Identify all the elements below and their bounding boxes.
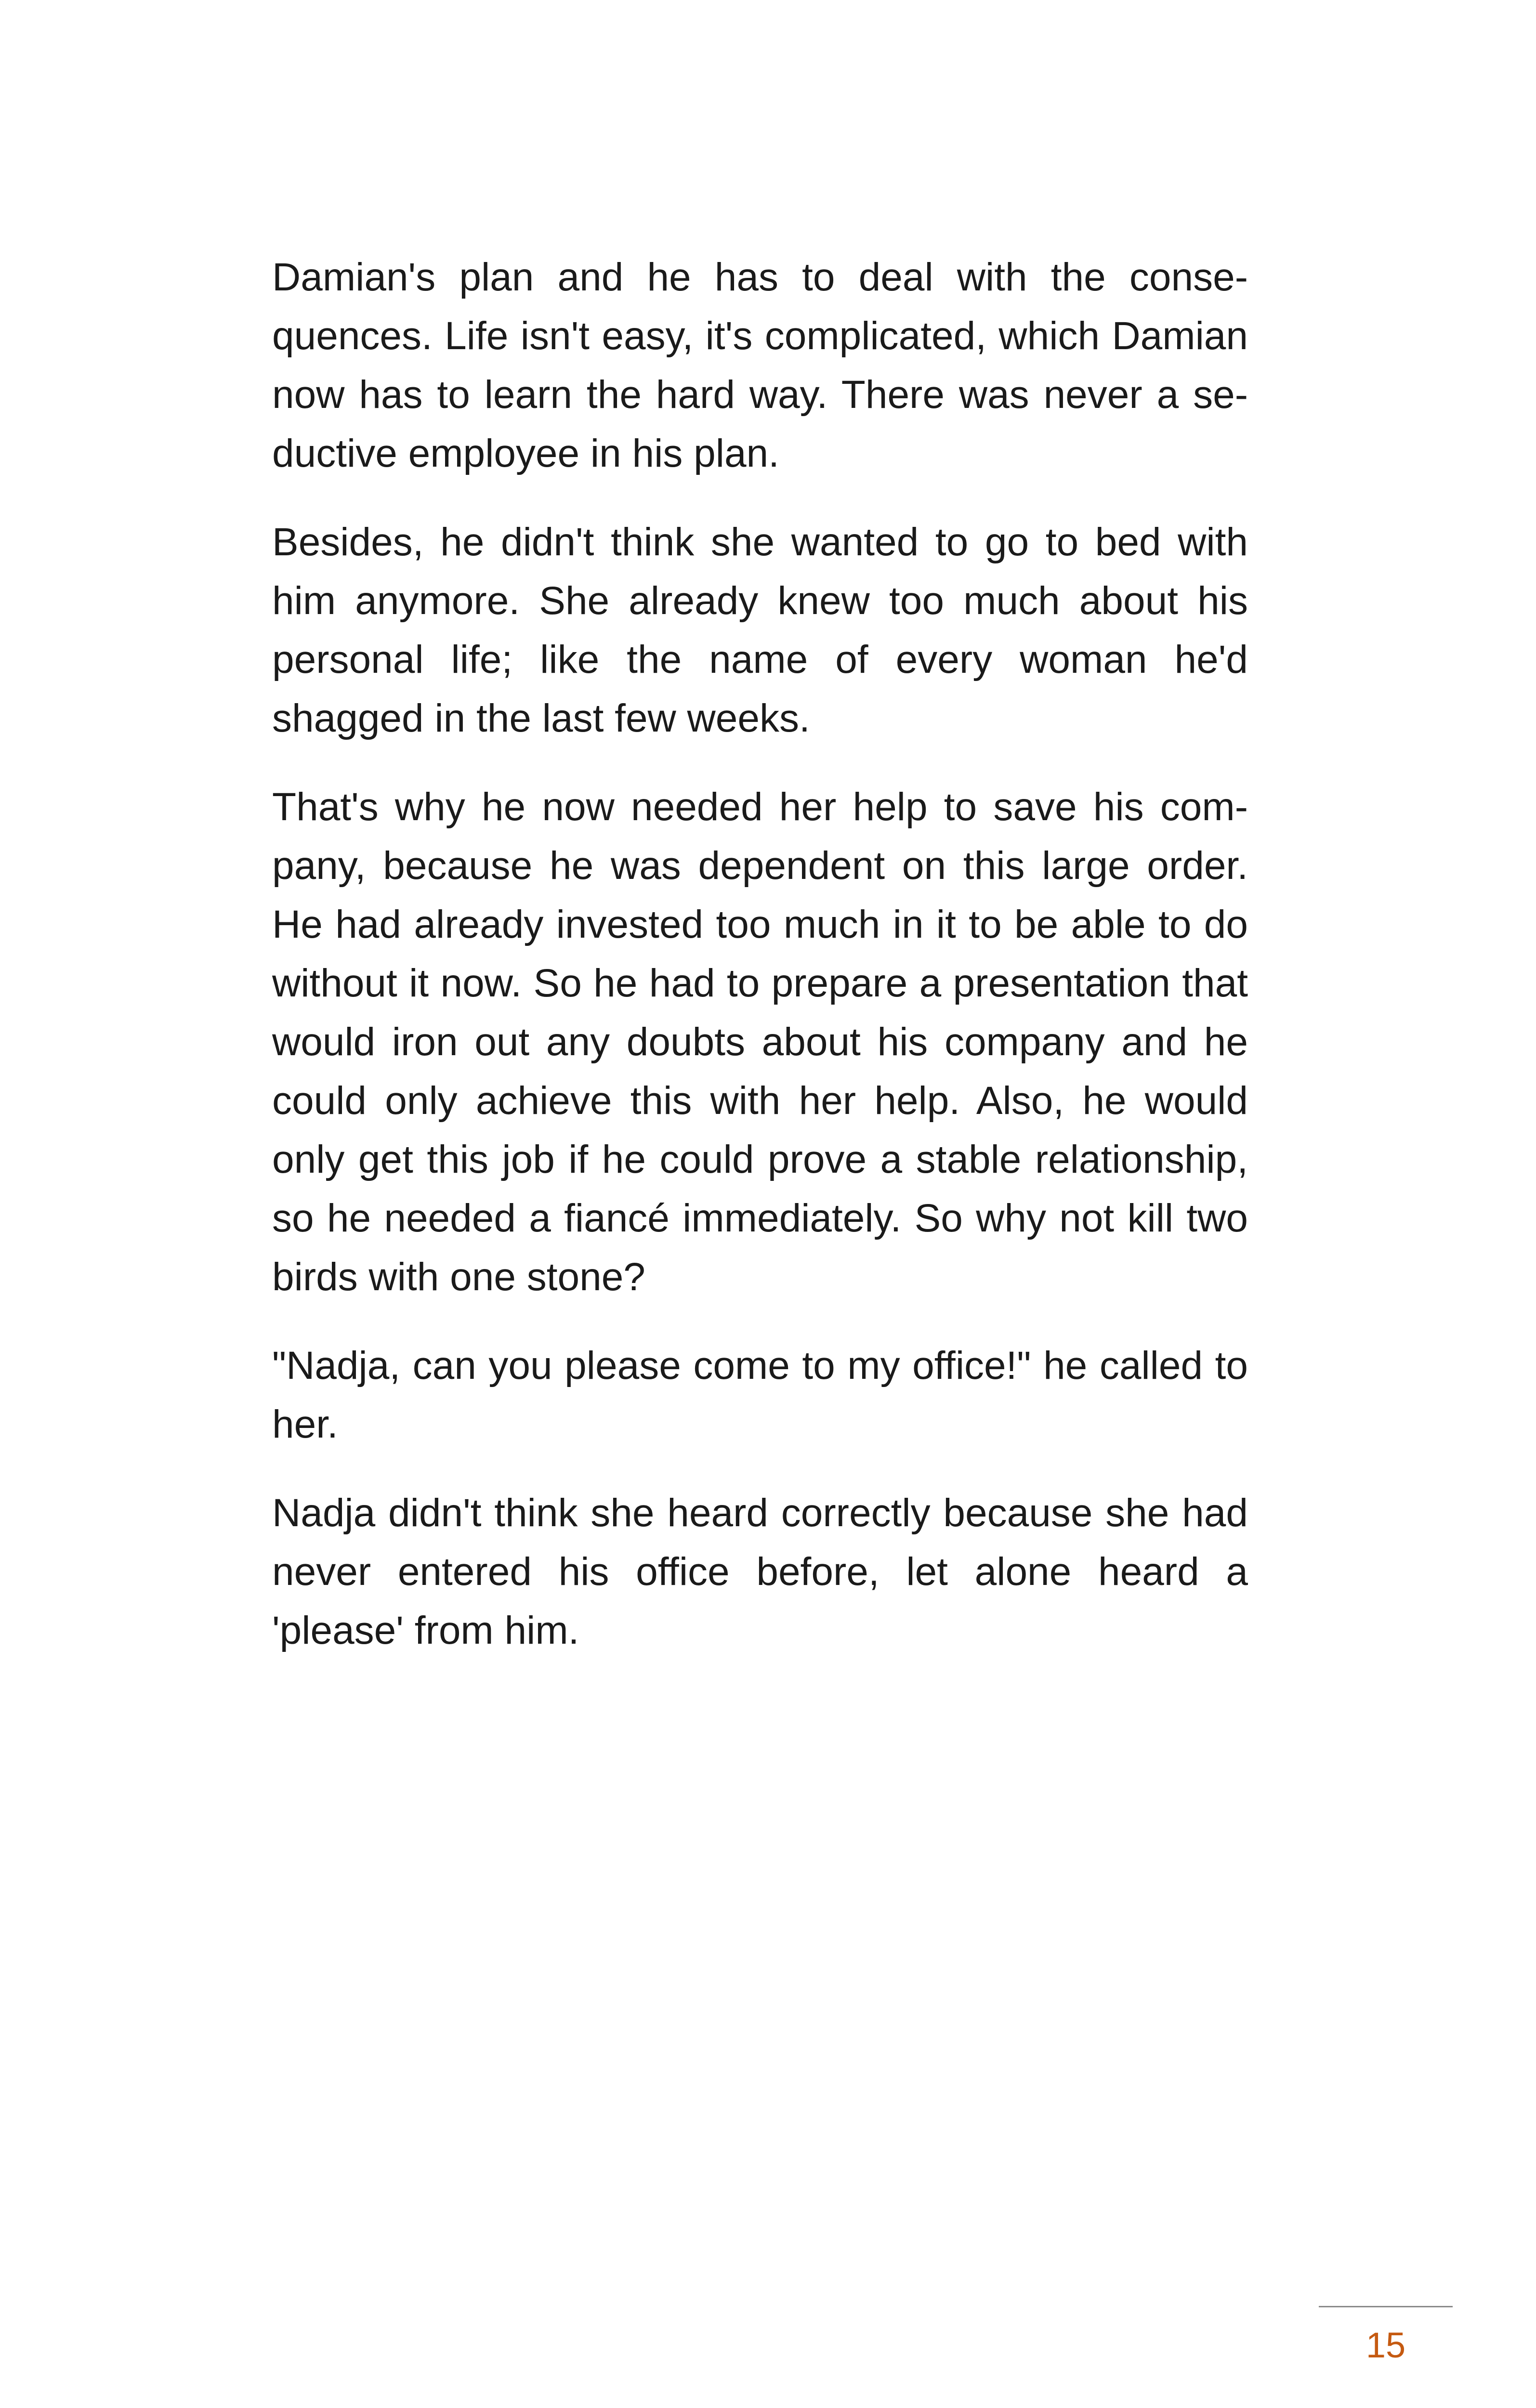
paragraph-1: Damian's plan and he has to deal with the consequences. Life isn't easy, it's complicated, which Damian now has to learn the hard way. There was never a seductive employee in his plan. [272, 255, 1248, 475]
paragraph-4: "Nadja, can you please come to my office!" he called to her. [272, 1344, 1248, 1446]
paragraph-3: That's why he now needed her help to save his company, because he was dependent on this large order. He had already invested too much in it to be able to do without it now. So he had to prepare a presentation that would iron out any doubts about his company and he could only achieve this with her help. Also, he would only get this job if he could prove a stable relationship, so he needed a fiancé immediately. So why not kill two birds with one stone? [272, 785, 1248, 1299]
body-text [272, 248, 1248, 1690]
paragraph-5: Nadja didn't think she heard correctly because she had never entered his office before, let alone heard a 'please' from him. [272, 1491, 1248, 1652]
footer-rule [1319, 2306, 1453, 2307]
page-number: 15 [1365, 2325, 1406, 2365]
paragraph-2: Besides, he didn't think she wanted to go to bed with him anymore. She already knew too much about his personal life; like the name of every woman he'd shagged in the last few weeks. [272, 520, 1248, 740]
